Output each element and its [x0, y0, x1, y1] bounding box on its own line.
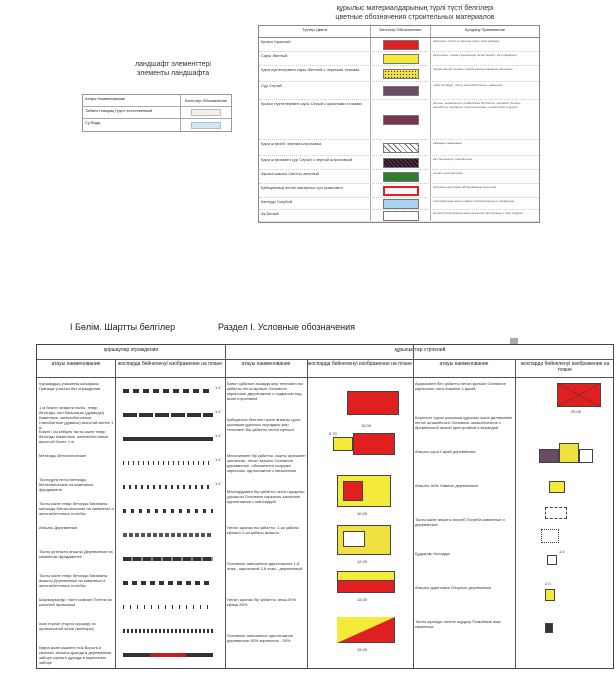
- fence-line-symbol: [123, 461, 213, 465]
- material-name: Қара штрихті Черная штриховка: [259, 140, 371, 155]
- symbol-row-label: Мезонинмен бір қабатты, сырты кірпішпен қапталған, негізгі ағашты Основное деревянное, обложенное снаружи кирпичом, одноэтажное с мезонином: [227, 453, 306, 473]
- divider: [307, 359, 308, 668]
- well-symbol: [547, 555, 557, 565]
- fence-line-symbol: [123, 533, 213, 537]
- symbol-row-label: Қақпа және кішкене есік Ворота и калитки: ағашты дуалда в деревянном заборе кірпішті дуалда в кирпичном заборе: [39, 645, 112, 665]
- material-swatch: [383, 211, 419, 221]
- materials-title-kz: құрылыс материалдарының түрлі түсті белгілері: [336, 5, 494, 12]
- material-row: [259, 52, 539, 66]
- dimension-label: 1.0: [215, 457, 221, 462]
- material-swatch: [383, 199, 419, 209]
- material-symbol-cell: [371, 184, 431, 197]
- section-title-kz: І Бөлім. Шартты белгілер: [70, 322, 176, 332]
- dimension-label: 12.00: [357, 559, 368, 564]
- landscape-row-water: [83, 119, 231, 131]
- attic-symbol: [343, 531, 365, 547]
- material-symbol-cell: [371, 156, 431, 169]
- symbol-row-label: Тасты және ағашты погреб Погреба каменные и деревянные: [415, 517, 505, 527]
- dimension-label: 1.0: [215, 409, 221, 414]
- symbol-row-label: Негізгі аралас бір қабатты: ағаш-50% кірпіш-50%: [227, 597, 297, 607]
- landscape-table: [82, 94, 232, 132]
- material-usage: кірпіштен, плита от жапыры және түрлі қабырға: [433, 39, 500, 43]
- material-row: [259, 156, 539, 170]
- material-usage: саманды самановые: [433, 141, 462, 145]
- symbol-row-label: Қабырғасы белгілгін және ағашты сұлы: қосымша құрылыс асундары жер телесмен бір қабатты негізгі кірпішті: [227, 417, 302, 432]
- material-swatch: [383, 186, 419, 196]
- symbol-row-label: Ағашты тебе Навесы деревянные: [415, 483, 479, 488]
- materials-header-symbol: Белгілер Обозначение: [371, 26, 431, 37]
- building-mixed-upper-symbol: [337, 571, 395, 581]
- symbol-row-label: Тасты жуынды төгетін шұңқыр Помойные ямы каменные: [415, 619, 501, 629]
- divider: [37, 359, 613, 360]
- materials-title-ru: цветные обозначения строительных материалов: [335, 14, 495, 21]
- fence-line-symbol: [123, 653, 213, 657]
- material-symbol-cell: [371, 140, 431, 155]
- material-row: [259, 170, 539, 184]
- materials-header-color: Түстер Цвета: [259, 26, 371, 37]
- col-name-header: атауы наименование: [439, 361, 489, 367]
- dimension-label: 5.70: [329, 431, 337, 436]
- material-row: [259, 140, 539, 156]
- material-name: Ақшыл-жасыл Светло-зеленый: [259, 170, 371, 183]
- log-annex-symbol: [559, 443, 579, 463]
- fence-line-symbol: [123, 509, 213, 513]
- toilet-symbol: [545, 589, 555, 601]
- section-title-ru: Раздел I. Условные обозначения: [218, 322, 355, 332]
- material-row: [259, 82, 539, 100]
- landscape-title-ru: элементы ландшафта: [136, 70, 210, 77]
- landscape-swatch: [191, 109, 221, 116]
- fence-line-symbol: [123, 605, 213, 609]
- dimension-label: 1.0: [215, 385, 221, 390]
- material-row: [259, 38, 539, 52]
- fence-line-symbol: [123, 485, 213, 489]
- landscape-swatch: [191, 122, 221, 129]
- landscape-header-symbol: Белгілер Обозначение: [184, 98, 228, 103]
- material-swatch: [383, 143, 419, 153]
- shed-symbol: [549, 481, 565, 493]
- annex-wood-symbol: [333, 437, 353, 451]
- dimension-label: 25.00: [571, 409, 582, 414]
- cesspit-symbol: [545, 623, 553, 633]
- material-symbol-cell: [371, 210, 431, 221]
- symbol-row-label: Основное смешанное двухэтажное 1-й этаж - кирпичный 2-й этаж - деревянный: [227, 561, 303, 571]
- material-name: Сары Желтый: [259, 52, 371, 65]
- slag-block-symbol: [539, 449, 559, 463]
- symbol-row-label: Ағашты дәретхана Уборные деревянные: [415, 585, 492, 590]
- material-row: [259, 184, 539, 198]
- material-name: Қызыл Красный: [259, 38, 371, 51]
- material-symbol-cell: [371, 52, 431, 65]
- materials-table: [258, 25, 540, 223]
- fence-line-symbol: [123, 437, 213, 441]
- half-wood-triangle: [337, 617, 395, 643]
- dimension-label: 10.00: [357, 511, 368, 516]
- material-symbol-cell: [371, 66, 431, 81]
- symbol-row-label: Бағыт қабатын асымда жер телесмен екі қабатты негізі кірпішті Основное кирпичное двухэтажное с подвалом под всем строением: [227, 381, 303, 401]
- landscape-row-ground: [83, 107, 231, 119]
- symbol-row-label: Основное смешанное одноэтажное деревянное-50% кирпичное - 50%: [227, 633, 294, 643]
- symbol-row-label: Тасты және темір бетонды бағаналы металды Металлические на каменных и железобетонных столбах: [39, 501, 114, 516]
- material-symbol-cell: [371, 100, 431, 139]
- symbol-row-label: 1 м биіктігі кемірек тасты, темір бетонды, сал балшықты (дувалды) Каменные, железобетонные, глинобитные (дувалы) высотой менее 1 м: [39, 405, 114, 430]
- symbol-row-label: Тастыұрға негізі металды Металлические на каменном фундаменте: [39, 477, 93, 492]
- symbol-row-label: Ағашты қора Сарай деревянные: [415, 449, 476, 454]
- material-name: Сұр Серый: [259, 82, 371, 99]
- materials-title: [280, 4, 550, 22]
- material-name: Көгілдір Голубой: [259, 198, 371, 209]
- material-usage: бревенчатый,тесовые пенобетонные каркасно-засыпные: [433, 67, 513, 71]
- material-usage: сал балшықты глинобитные: [433, 157, 473, 161]
- fence-line-symbol: [123, 389, 213, 393]
- material-row: [259, 100, 539, 140]
- material-symbol-cell: [371, 82, 431, 99]
- cellar-symbol: [541, 529, 559, 543]
- col-plan-header: жоспарда бейнеленуі изображение на плане: [307, 361, 413, 367]
- dimension-label: 15.00: [361, 423, 372, 428]
- dimension-label: 1.5: [559, 549, 565, 554]
- material-name: Қабырғаның негізгі материал түсі қызылмен: [259, 184, 371, 197]
- material-swatch: [383, 40, 419, 50]
- landscape-header-row: [83, 95, 231, 107]
- symbol-row-label: Беренеіл түрлік қосымша құрылыс және даланымен негізгі шлакоблокті Основное шлакоблочное с бревенчатой жилой пристройкой и верандой: [415, 415, 513, 430]
- col-plan-header: жоспарда бейнеленуі изображение на плане: [117, 361, 223, 367]
- dimension-label: 2.0: [545, 581, 551, 586]
- material-row: [259, 198, 539, 210]
- materials-header: [259, 26, 539, 38]
- material-swatch: [383, 69, 419, 79]
- divider: [413, 345, 414, 668]
- veranda-symbol: [579, 449, 593, 463]
- fence-line-symbol: [123, 581, 213, 585]
- symbol-row-label: Құдықтар Колодцы: [415, 551, 451, 556]
- building-brick-symbol: [353, 433, 395, 455]
- material-usage: гипсокартонды және шифер гипсокартонные и шиферные: [433, 199, 515, 203]
- mezzanine-symbol: [343, 481, 363, 501]
- landscape-header-name: Атауы Наименование: [83, 95, 181, 106]
- symbol-row-label: сым торлан (торлы қоршау) из проволочной сетки (вольеры): [39, 621, 96, 631]
- landscape-row-label: Табиғи топырақ Грунт естественный: [83, 107, 181, 118]
- dimension-label: 1.0: [215, 433, 221, 438]
- col-name-header: атауы наименование: [241, 361, 291, 367]
- symbol-row-label: Мансардамен бір қабатты негізгі қаңқалы-ұшжасты Основное каркасно-засыпное одноэтажное с мансардой: [227, 489, 306, 504]
- symbol-row-label: Негізгі аралас екі қабатты: 1-ші қабаты кірпішті 2-ші қабаты ағашты: [227, 525, 299, 535]
- landscape-row-label: Су Вода: [83, 119, 181, 131]
- divider: [37, 377, 613, 378]
- fences-group-header: қоршаулар ограждения: [103, 347, 159, 353]
- landscape-title: [108, 60, 238, 78]
- material-usage: шлакты кальцитовые: [433, 171, 463, 175]
- divider: [225, 345, 226, 668]
- materials-header-usage: Қолдану Применение: [464, 27, 506, 32]
- material-usage: бетоны, шлакобетон, шлакоблоки бутобетон, керамзит бетоны, пенобетон, газобетон, газосиликатные, шлакоблоки и другие: [433, 101, 522, 109]
- material-usage: металлопластикалық және металлопластиковые и типа сэндвич: [433, 211, 524, 215]
- fence-line-symbol: [123, 629, 213, 633]
- dimension-label: 15.00: [357, 597, 368, 602]
- material-swatch: [383, 172, 419, 182]
- symbol-row-label: Шырмауықтар: тікен сымнан Плетни из колючей проволоки: [39, 597, 112, 607]
- canopy-symbol: [545, 507, 567, 519]
- material-name: Қара нүктелерімен сары Желтый с черными точками: [259, 66, 371, 81]
- symbols-table: [36, 344, 614, 669]
- symbol-row-label: Қоршаудың учаскенің шекарасы Граница участка без ограждения: [39, 381, 101, 391]
- material-swatch: [383, 86, 419, 96]
- buildings-group-header: құрылыстар строений: [394, 347, 446, 353]
- symbol-row-label: Тасты және темір бетонды бағаналы ағашты Деревянные на каменных и железобетонных столбах: [39, 573, 108, 588]
- col-plan-header: жоспарда бейнеленуі изображение на плане: [520, 361, 610, 373]
- material-name: Қара штрихімен сұр Серый с черной штриховкой: [259, 156, 371, 169]
- building-brick-symbol: [347, 391, 399, 415]
- material-swatch: [383, 158, 419, 168]
- symbol-row-label: Ағашты Деревянные: [39, 525, 78, 530]
- dimension-label: 15.00: [357, 647, 368, 652]
- symbol-row-label: Биіктігі 1м кебірек тасты және темір бетонды Каменные, железобетонные высотой более 1 м: [39, 429, 109, 444]
- fence-line-symbol: [123, 557, 213, 561]
- dimension-label: 1.0: [215, 481, 221, 486]
- fence-line-symbol: [123, 413, 213, 417]
- material-swatch: [383, 54, 419, 64]
- material-symbol-cell: [371, 198, 431, 209]
- material-row: [259, 210, 539, 222]
- material-usage: темір бетонды, тасты железобетонные, каменные: [433, 83, 503, 87]
- col-name-header: атауы наименование: [51, 361, 101, 367]
- landscape-title-kz: ландшафт элементтері: [135, 61, 211, 68]
- material-usage: кирпичные, толем и дымоходы печей береге, жүзі пасқабың: [433, 53, 517, 57]
- materials-body: [259, 38, 539, 222]
- material-symbol-cell: [371, 38, 431, 51]
- material-row: [259, 66, 539, 82]
- arch-cross-icon: [557, 383, 601, 407]
- material-symbol-cell: [371, 170, 431, 183]
- symbol-row-label: Металды Металлические: [39, 453, 87, 458]
- divider: [515, 359, 516, 668]
- material-usage: кірпішпен қапталған облицованные кирпичом: [433, 185, 497, 189]
- divider: [115, 359, 116, 668]
- material-name: Қызыл нүктелерімен сары Серый с красными точками: [259, 100, 371, 139]
- symbol-row-label: Тасты іргетаста ағашты Деревянные на каменном фундаменте: [39, 549, 113, 559]
- material-swatch: [383, 115, 419, 125]
- symbol-row-label: Арқасымен бес қабатты негізгі кірпішті Основное кирпичное пяти-этажное с аркой: [415, 381, 506, 391]
- material-name: Ақ Белый: [259, 210, 371, 221]
